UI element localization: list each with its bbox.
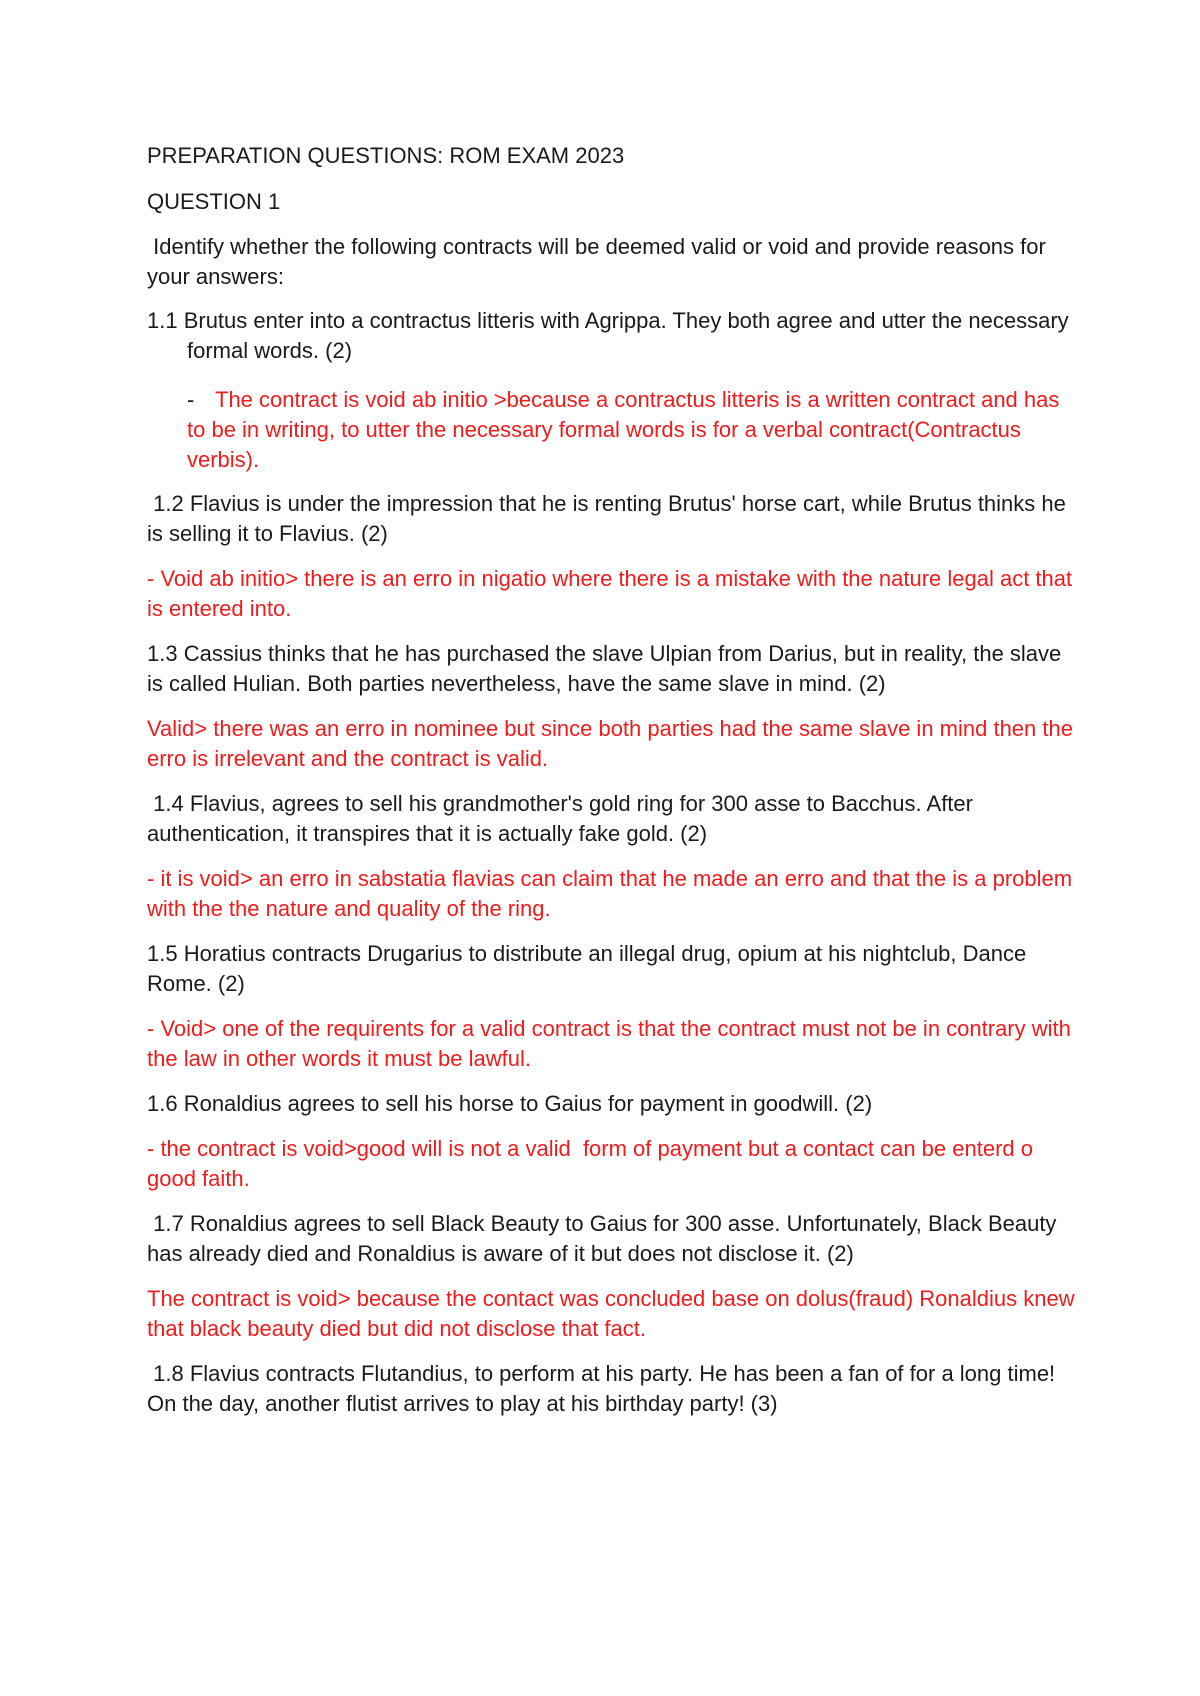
document-title: PREPARATION QUESTIONS: ROM EXAM 2023 [147, 143, 625, 168]
answer-1-7: The contract is void> because the contact was concluded base on dolus(fraud) Ronaldius knew that black beauty died but did not disclose that fact. [147, 1286, 1075, 1341]
question-1-2: 1.2 Flavius is under the impression that he is renting Brutus' horse cart, while Brutus thinks he is selling it to Flavius. (2) [147, 491, 1073, 546]
answer-1-1 [147, 385, 1077, 475]
answer-1-4: - it is void> an erro in sabstatia flavias can claim that he made an erro and that the is a problem with the the nature and quality of the ring. [147, 866, 1073, 921]
answer-1-6: - the contract is void>good will is not a valid form of payment but a contact can be enterd o good faith. [147, 1136, 1040, 1191]
question-1-7: 1.7 Ronaldius agrees to sell Black Beauty to Gaius for 300 asse. Unfortunately, Black Beauty has already died and Ronaldius is aware of it but does not disclose it. (2) [147, 1211, 1063, 1266]
answer-1-3: Valid> there was an erro in nominee but since both parties had the same slave in mind then the erro is irrelevant and the contract is valid. [147, 716, 1073, 771]
question-1-5: 1.5 Horatius contracts Drugarius to distribute an illegal drug, opium at his nightclub, Dance Rome. (2) [147, 941, 1027, 996]
question-heading: QUESTION 1 [147, 189, 281, 214]
question-1-3: 1.3 Cassius thinks that he has purchased the slave Ulpian from Darius, but in reality, the slave is called Hulian. Both parties nevertheless, have the same slave in mind. (2) [147, 641, 1062, 696]
question-1-8: 1.8 Flavius contracts Flutandius, to perform at his party. He has been a fan of for a long time! On the day, another flutist arrives to play at his birthday party! (3) [147, 1361, 1062, 1416]
answer-1-5: - Void> one of the requirents for a valid contract is that the contract must not be in contrary with the law in other words it must be lawful. [147, 1016, 1071, 1071]
question-1-1: 1.1 Brutus enter into a contractus litteris with Agrippa. They both agree and utter the necessary formal words. (2) [147, 308, 1069, 363]
question-1-6: 1.6 Ronaldius agrees to sell his horse to Gaius for payment in goodwill. (2) [147, 1091, 873, 1116]
document-body [147, 141, 1077, 1434]
answer-dash: - [187, 387, 195, 412]
answer-text: The contract is void ab initio >because a contractus litteris is a written contract and has to be in writing, to utter the necessary formal words is for a verbal contract(Contractus verbis). [187, 387, 1060, 472]
instructions: Identify whether the following contracts will be deemed valid or void and provide reasons for your answers: [147, 234, 1052, 289]
answer-1-2: - Void ab initio> there is an erro in nigatio where there is a mistake with the nature legal act that is entered into. [147, 566, 1073, 621]
question-1-4: 1.4 Flavius, agrees to sell his grandmother's gold ring for 300 asse to Bacchus. After authentication, it transpires that it is actually fake gold. (2) [147, 791, 980, 846]
